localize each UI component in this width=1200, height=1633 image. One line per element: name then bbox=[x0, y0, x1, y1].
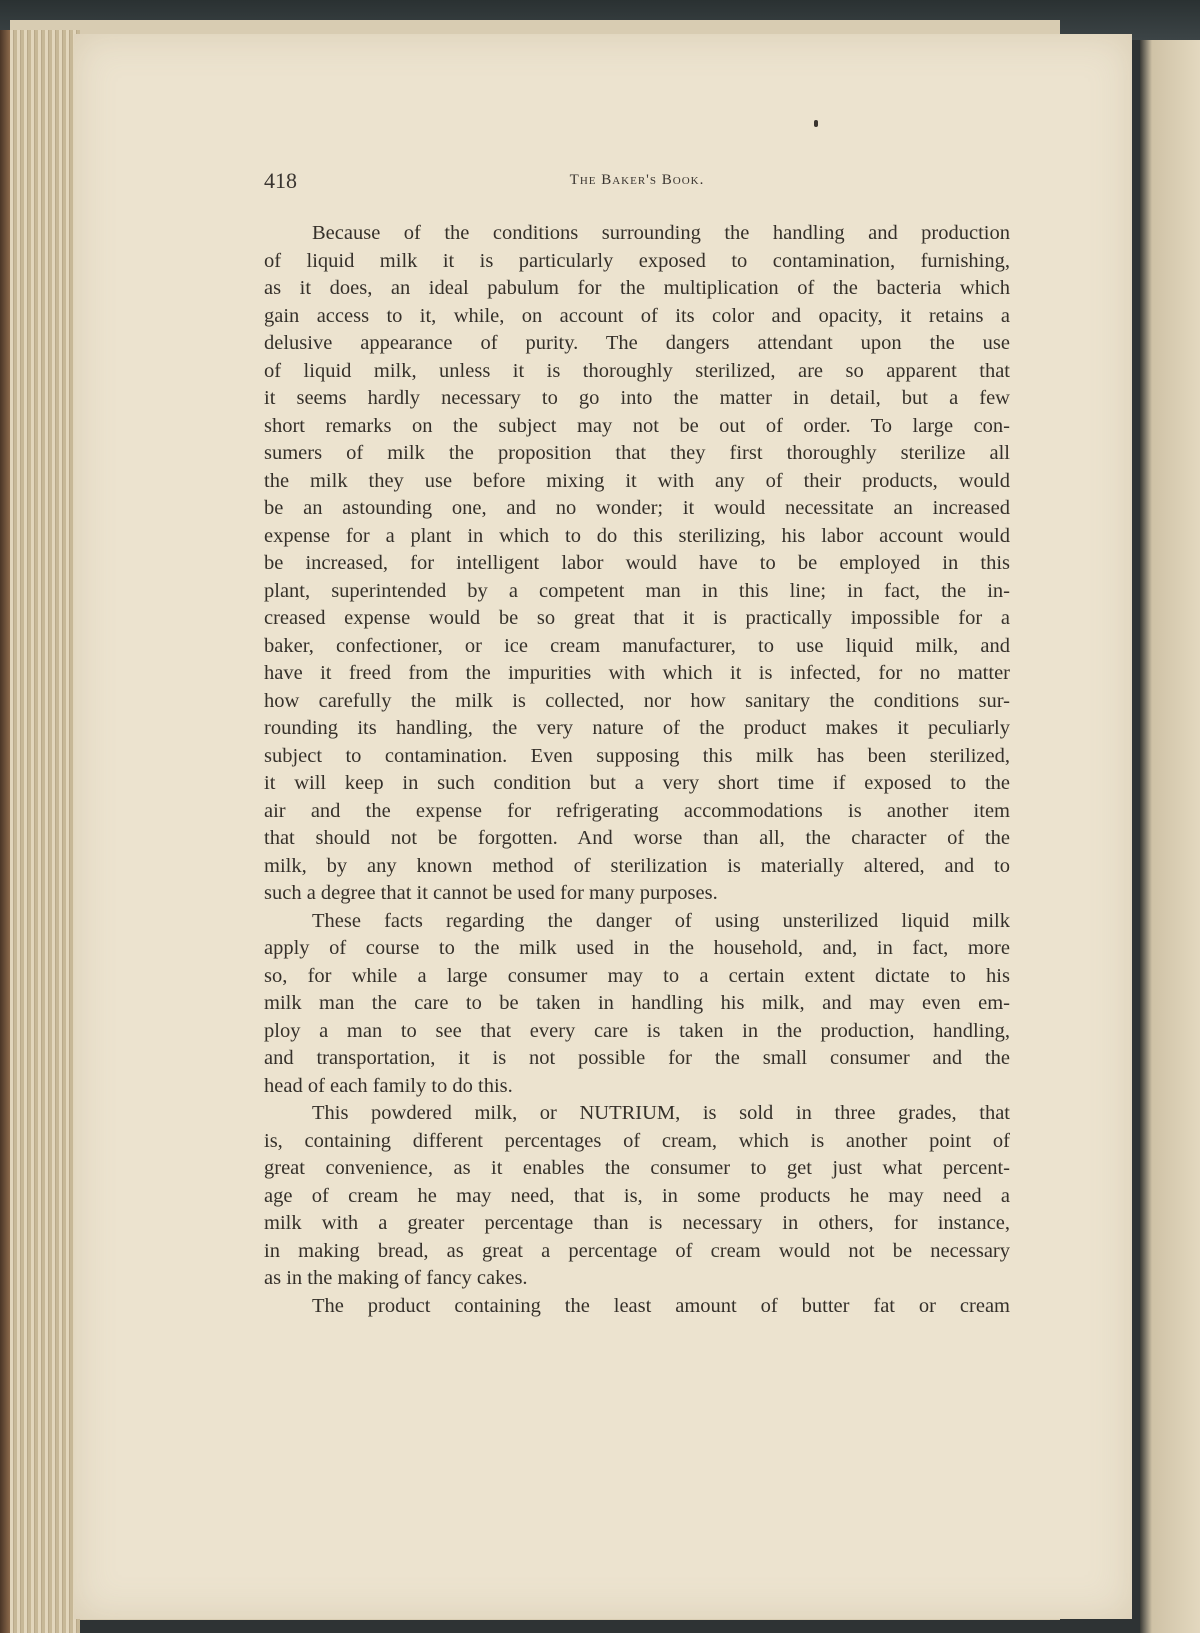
text-line: sumers of milk the proposition that they first thoroughly sterilize all bbox=[264, 442, 1010, 464]
text-line: delusive appearance of purity. The dangers attendant upon the use bbox=[264, 332, 1010, 354]
page-header bbox=[264, 168, 1010, 194]
text-line: the milk they use before mixing it with any of their products, would bbox=[264, 469, 1010, 492]
text-line: age of cream he may need, that is, in some products he may need a bbox=[264, 1184, 1010, 1207]
text-line: have it freed from the impurities with which it is infected, for no matter bbox=[264, 662, 1010, 684]
text-line: so, for while a large consumer may to a certain extent dictate to his bbox=[264, 964, 1010, 987]
binding-edge bbox=[0, 30, 10, 1633]
text-line: The product containing the least amount of butter fat or cream bbox=[312, 1294, 1010, 1317]
text-line: as in the making of fancy cakes. bbox=[264, 1267, 528, 1289]
facing-page-edge bbox=[1140, 40, 1200, 1633]
text-line: great convenience, as it enables the consumer to get just what percent- bbox=[264, 1157, 1010, 1179]
text-line: it will keep in such condition but a very short time if exposed to the bbox=[264, 772, 1010, 794]
text-line: baker, confectioner, or ice cream manufacturer, to use liquid milk, and bbox=[264, 634, 1010, 657]
page-body-text bbox=[264, 220, 1010, 1320]
text-line: Because of the conditions surrounding the handling and production bbox=[312, 222, 1010, 244]
text-line: expense for a plant in which to do this sterilizing, his labor account would bbox=[264, 524, 1010, 547]
ink-speck bbox=[814, 120, 818, 127]
text-line: in making bread, as great a percentage of cream would not be necessary bbox=[264, 1239, 1010, 1262]
text-line: creased expense would be so great that it is practically impossible for a bbox=[264, 607, 1010, 629]
text-line: head of each family to do this. bbox=[264, 1074, 513, 1097]
text-line: of liquid milk it is particularly exposed to contamination, furnishing, bbox=[264, 249, 1010, 272]
page-edges bbox=[0, 30, 80, 1633]
text-line: of liquid milk, unless it is thoroughly sterilized, are so apparent that bbox=[264, 359, 1010, 382]
text-line: This powdered milk, or NUTRIUM, is sold in three grades, that bbox=[312, 1102, 1010, 1124]
text-line: apply of course to the milk used in the household, and, in fact, more bbox=[264, 937, 1010, 959]
text-line: is, containing different percentages of cream, which is another point of bbox=[264, 1129, 1010, 1152]
text-line: as it does, an ideal pabulum for the multiplication of the bacteria which bbox=[264, 277, 1010, 299]
text-line: rounding its handling, the very nature of the product makes it peculiarly bbox=[264, 717, 1010, 739]
text-line: be increased, for intelligent labor would have to be employed in this bbox=[264, 552, 1010, 574]
text-line: milk, by any known method of sterilization is materially altered, and to bbox=[264, 854, 1010, 877]
text-line: how carefully the milk is collected, nor how sanitary the conditions sur- bbox=[264, 689, 1010, 712]
text-line: plant, superintended by a competent man in this line; in fact, the in- bbox=[264, 579, 1010, 602]
page-number: 418 bbox=[264, 168, 297, 193]
running-head: The Baker's Book. bbox=[569, 172, 705, 188]
text-line: and transportation, it is not possible for the small consumer and the bbox=[264, 1047, 1010, 1069]
text-line: These facts regarding the danger of using unsterilized liquid milk bbox=[312, 909, 1010, 932]
text-line: that should not be forgotten. And worse than all, the character of the bbox=[264, 827, 1010, 849]
text-line: short remarks on the subject may not be out of order. To large con- bbox=[264, 414, 1010, 437]
text-line: subject to contamination. Even supposing this milk has been sterilized, bbox=[264, 744, 1010, 767]
text-line: such a degree that it cannot be used for many purposes. bbox=[264, 882, 718, 904]
text-line: milk with a greater percentage than is necessary in others, for instance, bbox=[264, 1212, 1010, 1234]
text-line: air and the expense for refrigerating accommodations is another item bbox=[264, 799, 1010, 822]
text-line: milk man the care to be taken in handling his milk, and may even em- bbox=[264, 992, 1010, 1014]
text-line: be an astounding one, and no wonder; it would necessitate an increased bbox=[264, 497, 1010, 519]
text-line: it seems hardly necessary to go into the matter in detail, but a few bbox=[264, 387, 1010, 409]
text-line: ploy a man to see that every care is taken in the production, handling, bbox=[264, 1019, 1010, 1042]
text-line: gain access to it, while, on account of its color and opacity, it retains a bbox=[264, 304, 1010, 327]
